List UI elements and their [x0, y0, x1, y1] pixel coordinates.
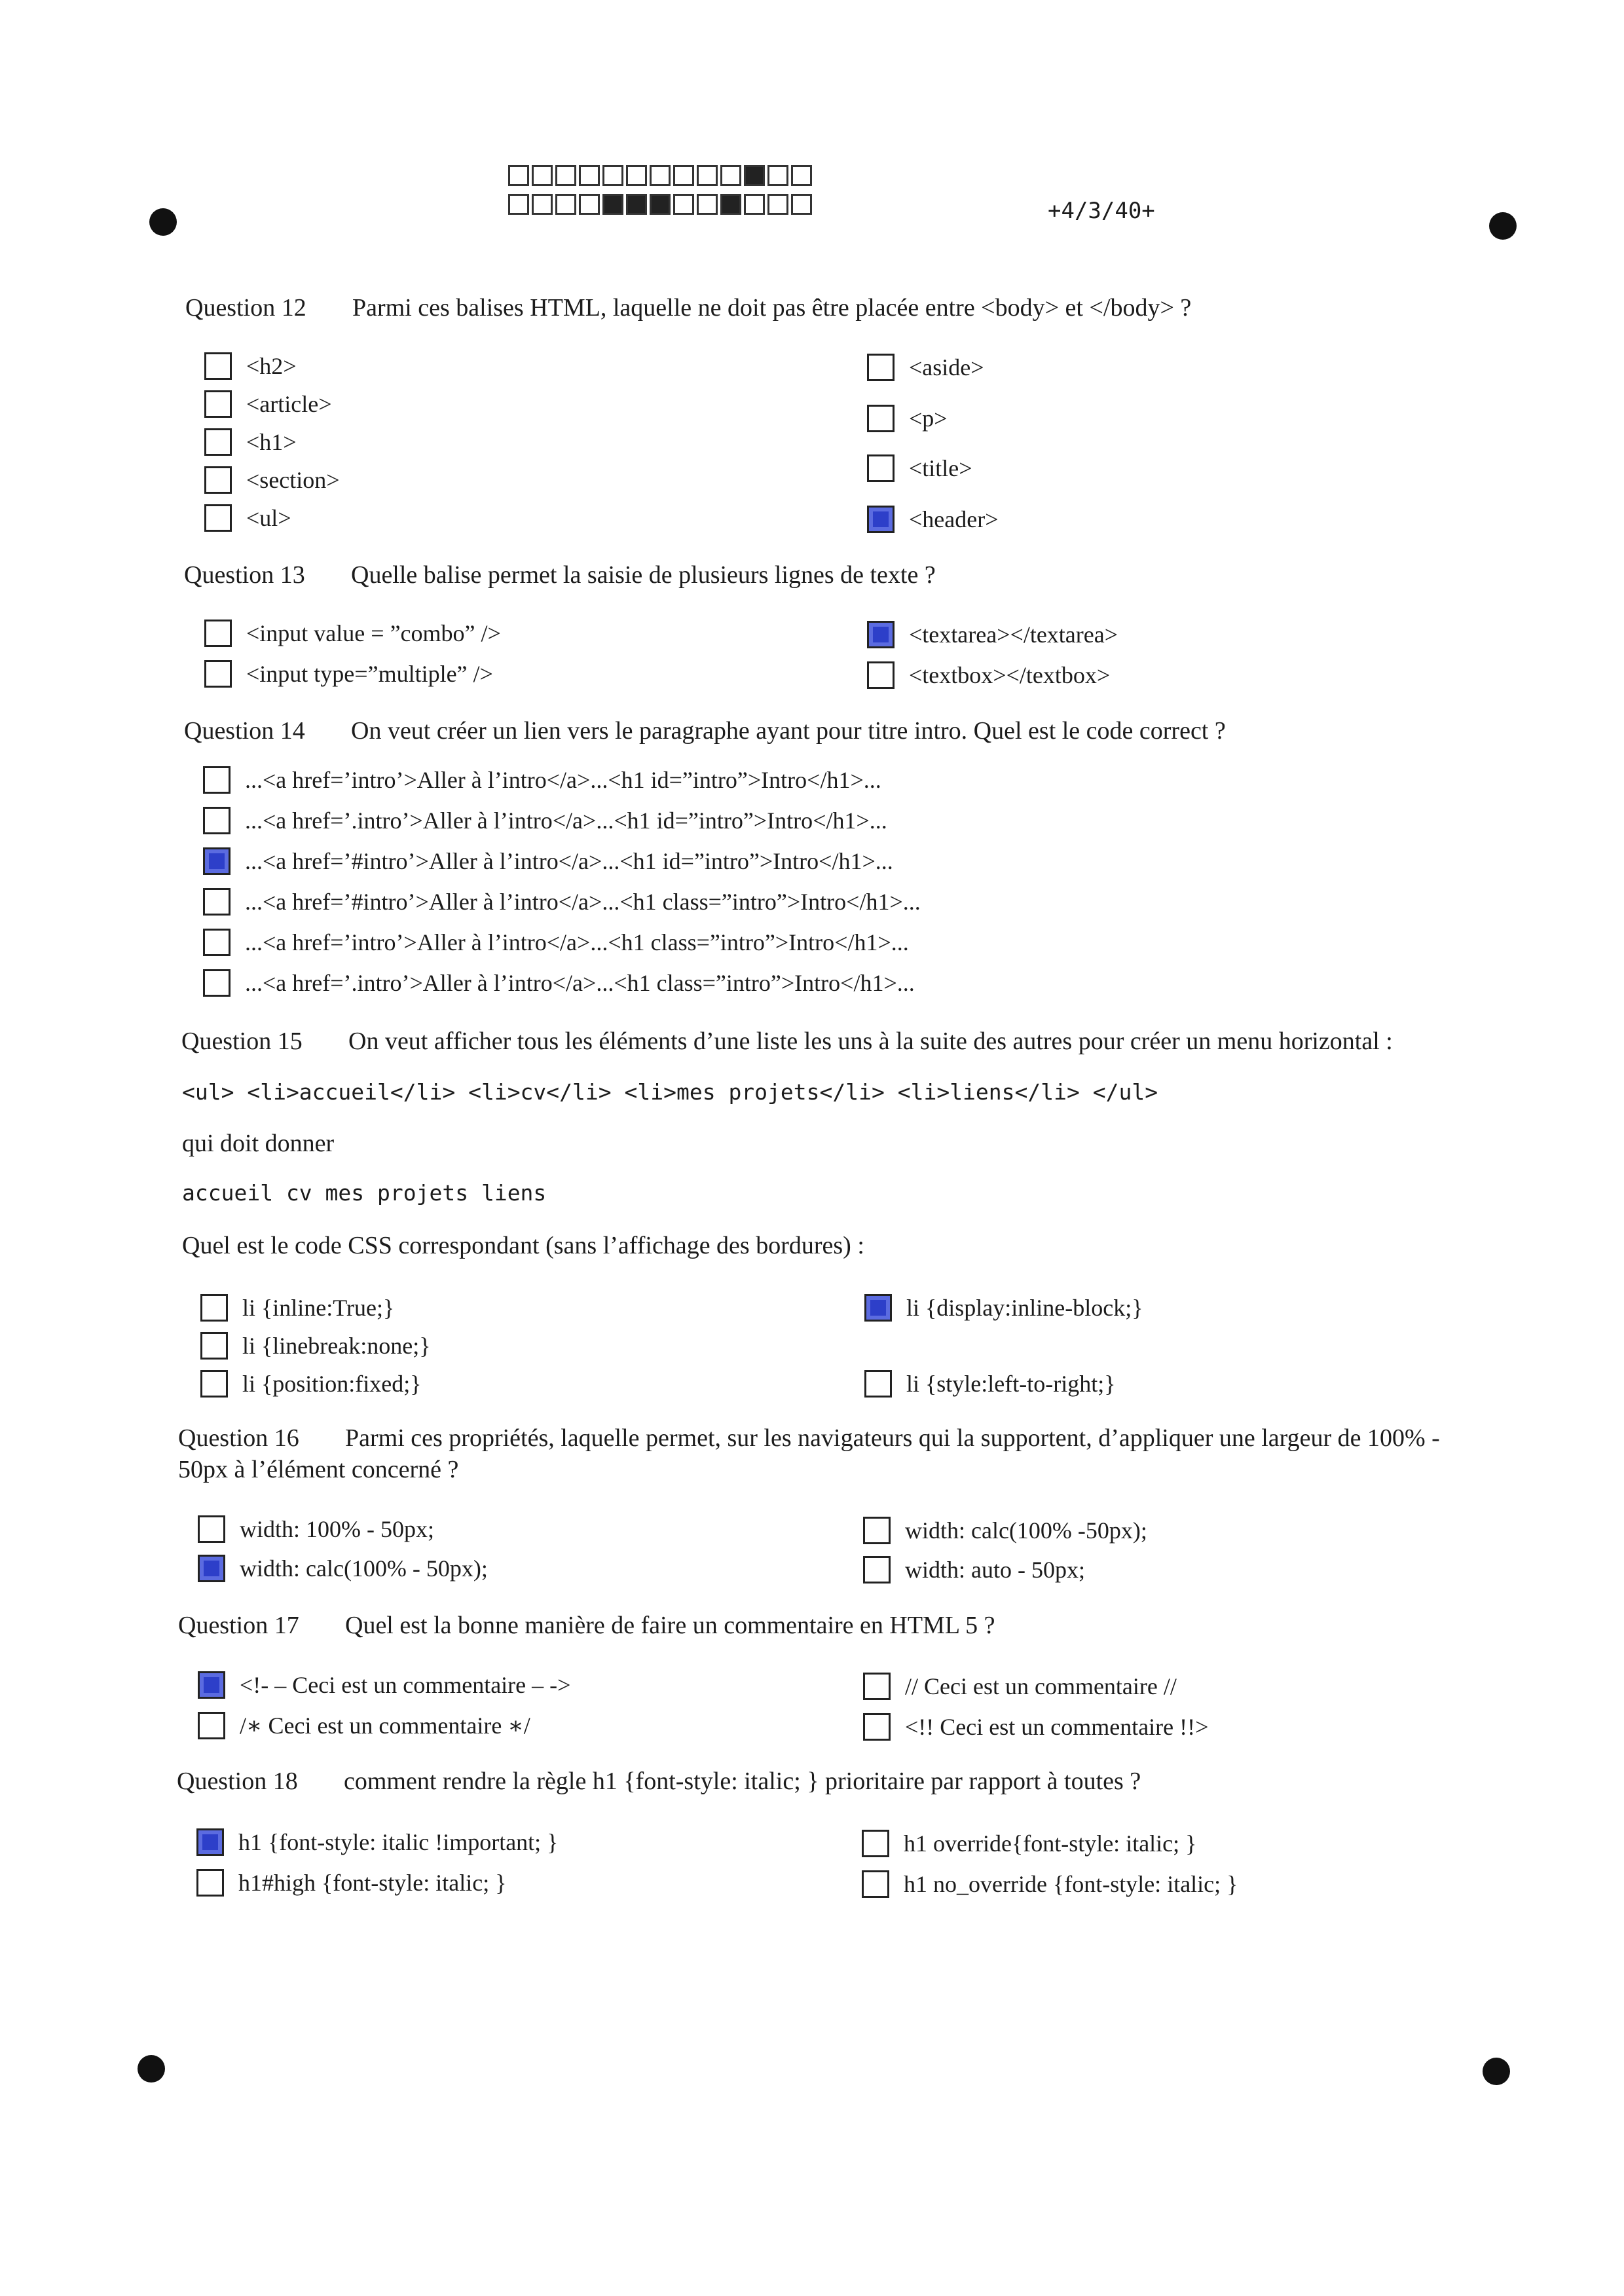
q12-option-p[interactable] — [867, 405, 948, 432]
q17-option-css-comment[interactable] — [198, 1712, 530, 1739]
registration-mark-top-left — [149, 208, 177, 236]
checkbox[interactable] — [203, 847, 231, 875]
checkbox[interactable] — [867, 405, 895, 432]
checkbox[interactable] — [863, 1673, 891, 1700]
q17-option-double-bang[interactable] — [863, 1713, 1208, 1741]
checkbox[interactable] — [867, 506, 895, 533]
option-label: <textbox></textbox> — [909, 662, 1111, 688]
q14-option-2[interactable] — [203, 807, 887, 834]
option-label: <input value = ”combo” /> — [246, 620, 501, 646]
registration-mark-bottom-left — [138, 2055, 165, 2083]
code-cell — [579, 194, 600, 215]
code-cell — [744, 194, 765, 215]
question-text: Quel est la bonne manière de faire un commentaire en HTML 5 ? — [345, 1612, 995, 1639]
q12-option-title[interactable] — [867, 454, 972, 482]
option-label: width: 100% - 50px; — [240, 1516, 434, 1542]
code-cell — [508, 194, 529, 215]
question-text: Quelle balise permet la saisie de plusieurs lignes de texte ? — [351, 561, 936, 589]
checkbox[interactable] — [204, 466, 232, 494]
checkbox[interactable] — [864, 1294, 892, 1322]
option-label: ...<a href=’.intro’>Aller à l’intro</a>...<h1 id=”intro”>Intro</h1>... — [245, 807, 887, 834]
q12-option-ul[interactable] — [204, 504, 291, 532]
q13-option-input-combo[interactable] — [204, 620, 501, 647]
code-cell — [508, 165, 529, 186]
checkbox[interactable] — [204, 428, 232, 456]
checkbox[interactable] — [198, 1712, 225, 1739]
q12-option-h2[interactable] — [204, 352, 297, 380]
code-cell — [555, 165, 576, 186]
option-label: h1 override{font-style: italic; } — [904, 1830, 1197, 1857]
checkbox[interactable] — [203, 888, 231, 916]
option-label: // Ceci est un commentaire // — [905, 1673, 1177, 1699]
option-label: h1 {font-style: italic !important; } — [238, 1829, 559, 1855]
q17-option-html-comment[interactable] — [198, 1671, 570, 1699]
question-number: Question 15 — [181, 1028, 303, 1055]
checkbox[interactable] — [200, 1294, 228, 1322]
question-number: Question 13 — [184, 561, 305, 589]
code-cell — [555, 194, 576, 215]
question-text: On veut créer un lien vers le paragraphe ayant pour titre intro. Quel est le code correct ? — [351, 717, 1226, 745]
option-label: <header> — [909, 506, 999, 532]
code-cell — [532, 165, 553, 186]
code-cell — [602, 194, 623, 215]
checkbox[interactable] — [867, 354, 895, 381]
question-16-heading — [178, 1422, 1494, 1485]
checkbox[interactable] — [198, 1555, 225, 1582]
question-text: Parmi ces balises HTML, laquelle ne doit pas être placée entre <body> et </body> ? — [352, 294, 1192, 322]
option-label: h1 no_override {font-style: italic; } — [904, 1871, 1238, 1897]
q15-option-style-left-to-right[interactable] — [864, 1370, 1116, 1398]
code-cell — [673, 165, 694, 186]
code-cell — [602, 165, 623, 186]
registration-mark-top-right — [1489, 212, 1517, 240]
checkbox[interactable] — [863, 1517, 891, 1544]
option-label: <input type=”multiple” /> — [246, 661, 493, 687]
q14-option-3[interactable] — [203, 847, 893, 875]
code-cell — [626, 165, 647, 186]
code-cell — [697, 165, 718, 186]
option-label: <p> — [909, 405, 948, 432]
q18-option-important[interactable] — [196, 1828, 558, 1856]
option-label: li {linebreak:none;} — [242, 1333, 431, 1359]
q12-option-article[interactable] — [204, 390, 332, 418]
option-label: li {display:inline-block;} — [906, 1295, 1143, 1321]
code-cell — [626, 194, 647, 215]
q15-option-inline-true[interactable] — [200, 1294, 394, 1322]
checkbox[interactable] — [204, 390, 232, 418]
q15-option-position-fixed[interactable] — [200, 1370, 422, 1398]
question-number: Question 18 — [177, 1768, 298, 1795]
q13-option-textbox[interactable] — [867, 661, 1110, 689]
question-14-heading — [184, 716, 1226, 745]
option-label: ...<a href=’intro’>Aller à l’intro</a>...<h1 id=”intro”>Intro</h1>... — [245, 767, 881, 793]
checkbox[interactable] — [200, 1370, 228, 1398]
checkbox[interactable] — [196, 1828, 224, 1856]
code-cell — [697, 194, 718, 215]
code-cell — [650, 165, 671, 186]
code-cell — [767, 194, 788, 215]
q13-option-input-multiple[interactable] — [204, 660, 493, 688]
q18-option-high-id[interactable] — [196, 1869, 507, 1897]
checkbox[interactable] — [198, 1515, 225, 1543]
q17-option-double-slash[interactable] — [863, 1673, 1177, 1700]
question-number: Question 16 — [178, 1424, 299, 1452]
option-label: h1#high {font-style: italic; } — [238, 1870, 507, 1896]
checkbox[interactable] — [862, 1830, 889, 1857]
code-cell — [650, 194, 671, 215]
checkbox[interactable] — [203, 766, 231, 794]
question-12-heading — [185, 293, 1191, 322]
checkbox[interactable] — [867, 454, 895, 482]
q18-option-override[interactable] — [862, 1830, 1196, 1857]
q14-option-4[interactable] — [203, 888, 921, 916]
page-reference: +4/3/40+ — [1048, 198, 1155, 224]
question-text: Parmi ces propriétés, laquelle permet, sur les navigateurs qui la supportent, d’appliquer une largeur de 100% - 50px à l’élément concerné ? — [178, 1424, 1440, 1483]
q12-option-aside[interactable] — [867, 354, 984, 381]
checkbox[interactable] — [867, 661, 895, 689]
id-code-row-2 — [508, 194, 815, 215]
code-cell — [720, 194, 741, 215]
code-cell — [720, 165, 741, 186]
question-15-heading — [181, 1027, 1393, 1056]
q14-option-1[interactable] — [203, 766, 881, 794]
option-label: /∗ Ceci est un commentaire ∗/ — [240, 1713, 530, 1739]
question-18-heading — [177, 1767, 1141, 1796]
option-label: width: auto - 50px; — [905, 1557, 1085, 1583]
html-code-sample: <ul> <li>accueil</li> <li>cv</li> <li>mes projets</li> <li>liens</li> </ul> — [182, 1079, 1158, 1105]
expected-output-sample: accueil cv mes projets liens — [182, 1180, 547, 1206]
option-label: li {position:fixed;} — [242, 1371, 422, 1397]
q15-option-linebreak-none[interactable] — [200, 1332, 430, 1360]
q16-option-calc-nospace[interactable] — [863, 1517, 1147, 1544]
option-label: width: calc(100% -50px); — [905, 1517, 1147, 1544]
checkbox[interactable] — [864, 1370, 892, 1398]
checkbox[interactable] — [862, 1870, 889, 1898]
q16-option-calc[interactable] — [198, 1555, 488, 1582]
checkbox[interactable] — [204, 504, 232, 532]
q15-option-display-inline-block[interactable] — [864, 1294, 1143, 1322]
checkbox[interactable] — [203, 969, 231, 997]
option-label: <textarea></textarea> — [909, 621, 1118, 648]
question-text: On veut afficher tous les éléments d’une liste les uns à la suite des autres pour créer un menu horizontal : — [348, 1028, 1393, 1055]
checkbox[interactable] — [203, 807, 231, 834]
registration-mark-bottom-right — [1483, 2058, 1510, 2085]
option-label: ...<a href=’#intro’>Aller à l’intro</a>...<h1 id=”intro”>Intro</h1>... — [245, 848, 893, 874]
checkbox[interactable] — [204, 620, 232, 647]
option-label: <ul> — [246, 505, 291, 531]
q14-option-6[interactable] — [203, 969, 915, 997]
question-number: Question 12 — [185, 294, 306, 322]
question-number: Question 17 — [178, 1612, 299, 1639]
checkbox[interactable] — [196, 1869, 224, 1897]
q18-option-no-override[interactable] — [862, 1870, 1238, 1898]
q12-option-header[interactable] — [867, 506, 999, 533]
option-label: li {style:left-to-right;} — [906, 1371, 1116, 1397]
q16-option-100-minus-50[interactable] — [198, 1515, 434, 1543]
question-text: comment rendre la règle h1 {font-style: italic; } prioritaire par rapport à toutes ? — [344, 1768, 1141, 1795]
checkbox[interactable] — [863, 1556, 891, 1583]
checkbox[interactable] — [198, 1671, 225, 1699]
code-cell — [744, 165, 765, 186]
q13-option-textarea[interactable] — [867, 621, 1118, 648]
q14-option-5[interactable] — [203, 929, 909, 956]
option-label: <article> — [246, 391, 332, 417]
between-text: qui doit donner — [182, 1130, 335, 1157]
checkbox[interactable] — [867, 621, 895, 648]
option-label: width: calc(100% - 50px); — [240, 1555, 488, 1582]
option-label: <section> — [246, 467, 340, 493]
checkbox[interactable] — [204, 352, 232, 380]
option-label: <h2> — [246, 353, 297, 379]
option-label: ...<a href=’.intro’>Aller à l’intro</a>...<h1 class=”intro”>Intro</h1>... — [245, 970, 915, 996]
question-17-heading — [178, 1611, 995, 1640]
code-cell — [673, 194, 694, 215]
q12-option-section[interactable] — [204, 466, 340, 494]
code-cell — [791, 194, 812, 215]
code-cell — [767, 165, 788, 186]
code-cell — [532, 194, 553, 215]
option-label: <title> — [909, 455, 972, 481]
q12-option-h1[interactable] — [204, 428, 297, 456]
option-label: ...<a href=’#intro’>Aller à l’intro</a>...<h1 class=”intro”>Intro</h1>... — [245, 889, 921, 915]
question-13-heading — [184, 561, 936, 589]
question-number: Question 14 — [184, 717, 305, 745]
option-label: <!! Ceci est un commentaire !!> — [905, 1714, 1209, 1740]
code-cell — [791, 165, 812, 186]
option-label: <!- – Ceci est un commentaire – -> — [240, 1672, 571, 1698]
code-cell — [579, 165, 600, 186]
option-label: <h1> — [246, 429, 297, 455]
option-label: <aside> — [909, 354, 984, 380]
option-label: ...<a href=’intro’>Aller à l’intro</a>...<h1 class=”intro”>Intro</h1>... — [245, 929, 909, 955]
checkbox[interactable] — [863, 1713, 891, 1741]
q16-option-auto-minus-50[interactable] — [863, 1556, 1085, 1583]
id-code-row-1 — [508, 165, 815, 186]
checkbox[interactable] — [203, 929, 231, 956]
checkbox[interactable] — [204, 660, 232, 688]
checkbox[interactable] — [200, 1332, 228, 1360]
option-label: li {inline:True;} — [242, 1295, 395, 1321]
question-prompt: Quel est le code CSS correspondant (sans l’affichage des bordures) : — [182, 1232, 864, 1259]
